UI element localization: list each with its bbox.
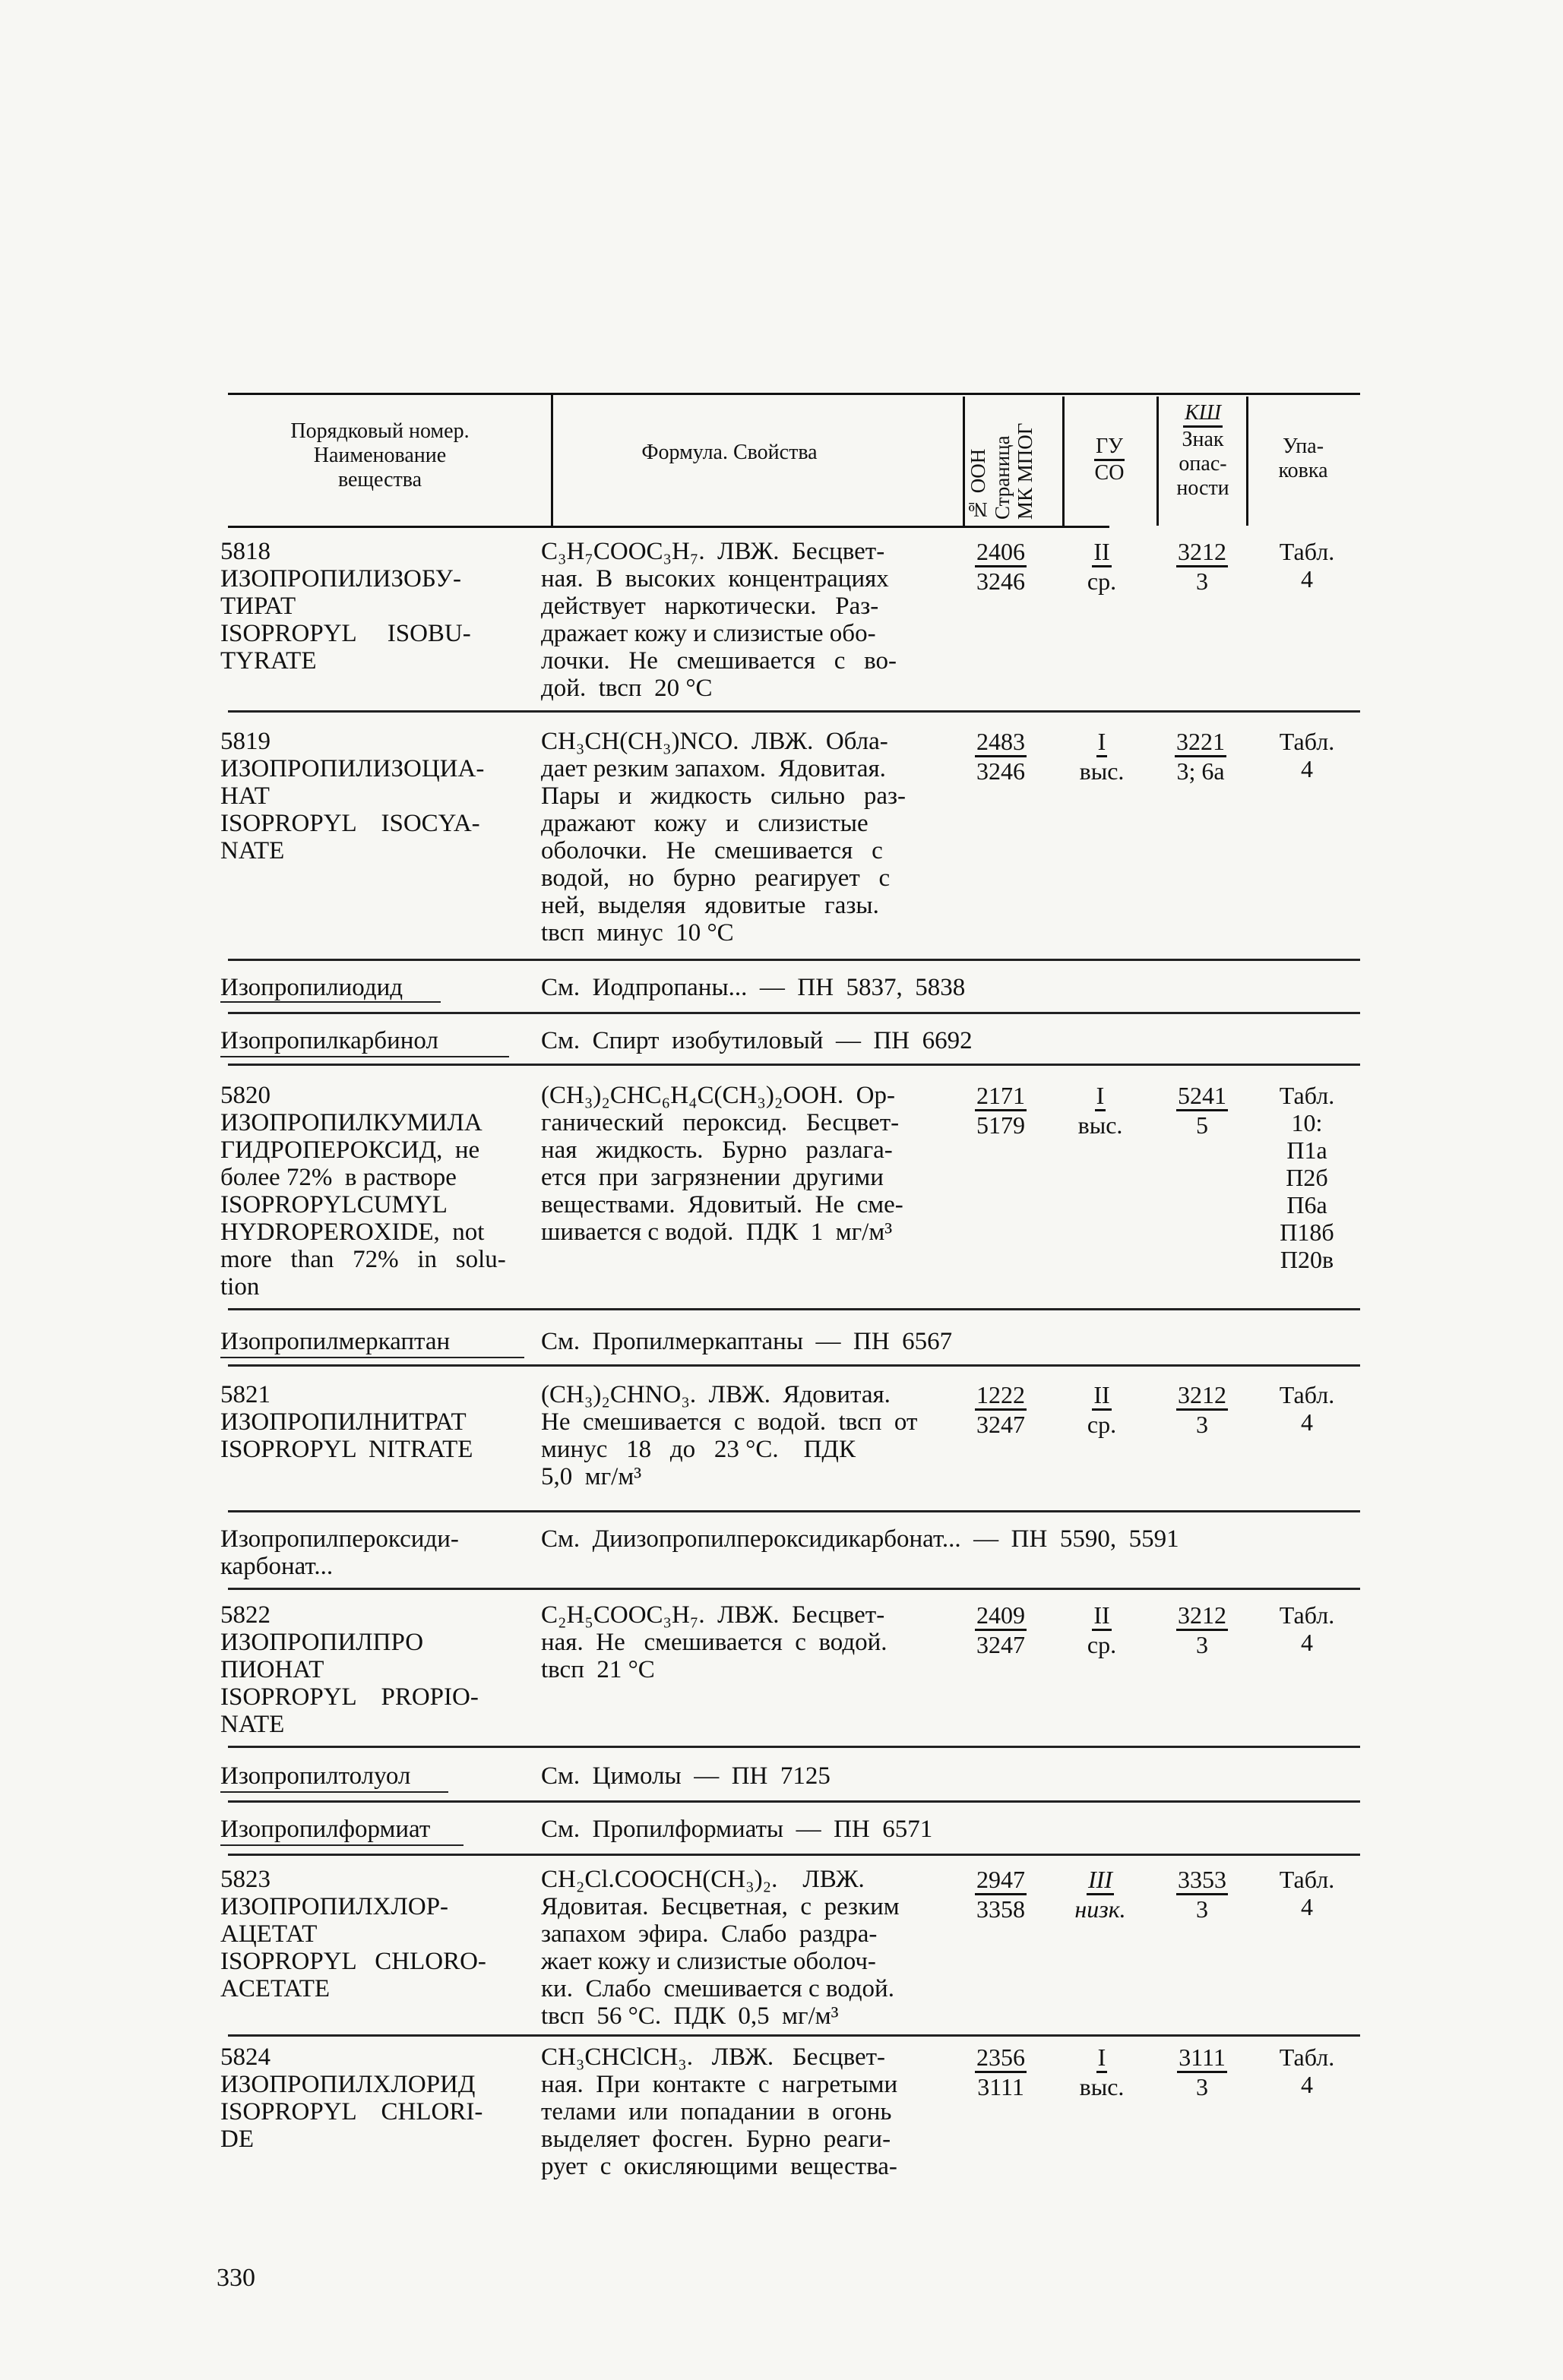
entry-properties: CH₃CHClCH₃. ЛВЖ. Бесцвет- ная. При контакте с нагретыми телами или попадании в огонь выделяет фосген. Бурно реаги- рует с окисляющими вещества-	[541, 2043, 898, 2180]
entry-properties: CH₃CH(CH₃)NCO. ЛВЖ. Обла- дает резким запахом. Ядовитая. Пары и жидкость сильно раз- дражают кожу и слизистые оболочки. Не смешивается с водой, но бурно реагирует с ней, выделяя ядовитые газы. tвсп минус 10 °С	[541, 728, 906, 947]
header-col-gu	[1068, 435, 1151, 485]
hazard-sign: 3	[1196, 1895, 1208, 1923]
co-value: ср.	[1087, 1411, 1117, 1438]
co-value: ср.	[1087, 1631, 1117, 1658]
co-value: выс.	[1079, 757, 1125, 785]
ref-underline	[220, 1001, 441, 1003]
ref-name: Изопропилформиат	[220, 1816, 431, 1843]
table-header	[228, 397, 1360, 526]
un-number: 2406	[975, 538, 1027, 567]
entry-pack: Табл. 4	[1279, 1601, 1335, 1656]
header-sep-4	[1156, 397, 1159, 526]
entry-gu	[1071, 1601, 1132, 1658]
header-col-ksh	[1161, 401, 1245, 501]
un-number: 2171	[975, 1082, 1027, 1111]
entry-name: 5824 ИЗОПРОПИЛХЛОРИД ISOPROPYL CHLORI- DE	[220, 2043, 483, 2153]
entry-ksh	[1156, 1601, 1248, 1658]
page-number: 330	[217, 2264, 255, 2292]
gu-value: III	[1087, 1866, 1114, 1895]
co-value: выс.	[1077, 1111, 1123, 1139]
gu-value: II	[1092, 1381, 1111, 1411]
un-number: 1222	[975, 1381, 1027, 1411]
header-bottom-rule	[228, 526, 1109, 528]
entry-pack: Табл. 4	[1279, 1381, 1335, 1436]
entry-un	[959, 1601, 1043, 1658]
entry-ksh	[1156, 1082, 1248, 1139]
mk-page: 3358	[976, 1895, 1025, 1923]
un-number: 2483	[975, 728, 1027, 757]
entry-properties: (CH₃)₂CHC₆H₄C(CH₃)₂OOH. Ор- ганический пероксид. Бесцвет- ная жидкость. Бурно разлага- ется при загрязнении другими веществами. Ядовитый. Не сме- шивается с водой. ПДК 1 мг/м³	[541, 1082, 903, 1246]
entry-un	[959, 538, 1043, 595]
gu-value: II	[1092, 538, 1111, 567]
entry-gu	[1071, 2043, 1132, 2100]
entry-pack: Табл. 4	[1279, 2043, 1335, 2098]
ref-underline	[220, 1357, 524, 1358]
header-sep-1	[551, 395, 553, 526]
gu-value: I	[1096, 728, 1108, 757]
entry-name: 5820 ИЗОПРОПИЛКУМИЛА ГИДРОПЕРОКСИД, не более 72% в растворе ISOPROPYLCUMYL HYDROPEROXIDE, not more than 72% in solu- tion	[220, 1082, 506, 1301]
entry-name: 5821 ИЗОПРОПИЛНИТРАТ ISOPROPYL NITRATE	[220, 1381, 473, 1463]
ref-target: См. Пропилмеркаптаны — ПН 6567	[541, 1328, 953, 1355]
entry-properties: C₂H₅COOC₃H₇. ЛВЖ. Бесцвет- ная. Не смешивается с водой. tвсп 21 °С	[541, 1601, 887, 1683]
entry-ksh	[1156, 538, 1248, 595]
mk-page: 3111	[977, 2073, 1024, 2100]
un-number: 2409	[975, 1601, 1027, 1631]
entry-un	[959, 1082, 1043, 1139]
ref-target: См. Диизопропилпероксидикарбонат... — ПН 5590, 5591	[541, 1525, 1179, 1553]
un-number: 2947	[975, 1866, 1027, 1895]
row-rule	[228, 1012, 1360, 1014]
row-rule	[228, 1064, 1360, 1066]
ksh-value: 3353	[1176, 1866, 1228, 1895]
header-ksh-den: Знак опас- ности	[1176, 428, 1229, 500]
entry-un	[959, 2043, 1043, 2100]
entry-pack: Табл. 4	[1279, 728, 1335, 782]
gu-value: I	[1095, 1082, 1106, 1111]
row-rule	[228, 1308, 1360, 1310]
row-rule	[228, 1364, 1360, 1367]
entry-ksh	[1147, 728, 1254, 785]
hazard-sign: 3	[1196, 2073, 1208, 2100]
header-col-name: Порядковый номер. Наименование вещества	[290, 419, 470, 491]
ksh-value: 3111	[1177, 2043, 1227, 2073]
ref-target: См. Спирт изобутиловый — ПН 6692	[541, 1027, 973, 1054]
gu-value: II	[1092, 1601, 1111, 1631]
ksh-value: 3212	[1176, 1601, 1228, 1631]
ksh-value: 3212	[1176, 1381, 1228, 1411]
entry-un	[959, 1866, 1043, 1923]
hazard-sign: 3	[1196, 1631, 1208, 1658]
header-col-formula: Формула. Свойства	[641, 441, 818, 464]
entry-name: 5823 ИЗОПРОПИЛХЛОР- АЦЕТАТ ISOPROPYL CHLORO- ACETATE	[220, 1866, 486, 2002]
header-col-pack: Упа- ковка	[1278, 435, 1328, 482]
entry-pack: Табл. 10: П1а П2б П6а П18б П20в	[1279, 1082, 1335, 1273]
row-rule	[228, 1588, 1360, 1590]
entry-gu	[1071, 1381, 1132, 1438]
hazard-sign: 5	[1196, 1111, 1208, 1139]
entry-gu	[1062, 1866, 1138, 1923]
header-gu-den: СО	[1094, 461, 1125, 485]
header-col-un: № ООН	[967, 448, 989, 521]
ref-name: Изопропилтолуол	[220, 1762, 411, 1790]
header-col-mk: Страница МК МПОГ	[991, 422, 1036, 520]
ref-target: См. Пропилформиаты — ПН 6571	[541, 1816, 933, 1843]
entry-name: 5818 ИЗОПРОПИЛИЗОБУ- ТИРАТ ISOPROPYL ISOBU- TYRATE	[220, 538, 471, 675]
row-rule	[228, 710, 1360, 713]
entry-gu	[1062, 1082, 1138, 1139]
hazard-sign: 3	[1196, 1411, 1208, 1438]
co-value: ср.	[1087, 567, 1117, 595]
row-rule	[228, 1510, 1360, 1512]
hazard-sign: 3	[1196, 567, 1208, 595]
ksh-value: 3221	[1175, 728, 1226, 757]
entry-ksh	[1156, 1866, 1248, 1923]
row-rule	[228, 959, 1360, 961]
mk-page: 3246	[976, 567, 1025, 595]
ref-name: Изопропилкарбинол	[220, 1027, 438, 1054]
header-sep-2	[963, 397, 965, 526]
ref-name: Изопропилмеркаптан	[220, 1328, 451, 1355]
entry-un	[959, 728, 1043, 785]
ksh-value: 3212	[1176, 538, 1228, 567]
ref-underline	[220, 1791, 448, 1793]
ksh-value: 5241	[1176, 1082, 1228, 1111]
hazard-sign: 3; 6а	[1176, 757, 1225, 785]
ref-target: См. Иодпропаны... — ПН 5837, 5838	[541, 974, 966, 1001]
mk-page: 3246	[976, 757, 1025, 785]
entry-un	[959, 1381, 1043, 1438]
ref-underline	[220, 1056, 509, 1057]
row-rule	[228, 1854, 1360, 1856]
header-sep-5	[1246, 397, 1248, 526]
entry-properties: (CH₃)₂CHNO₃. ЛВЖ. Ядовитая. Не смешивается с водой. tвсп от минус 18 до 23 °С. ПДК 5,0 мг/м³	[541, 1381, 918, 1490]
mk-page: 5179	[976, 1111, 1025, 1139]
entry-properties: C₃H₇COOC₃H₇. ЛВЖ. Бесцвет- ная. В высоких концентрациях действует наркотически. Раз- дражает кожу и слизистые обо- лочки. Не смешивается с во- дой. tвсп 20 °С	[541, 538, 897, 702]
ref-name: Изопропилпероксиди- карбонат...	[220, 1525, 459, 1580]
entry-pack: Табл. 4	[1279, 1866, 1335, 1920]
header-top-rule	[228, 393, 1360, 395]
entry-pack: Табл. 4	[1279, 538, 1335, 593]
header-ksh-num: КШ	[1183, 401, 1223, 428]
entry-properties: CH₂Cl.COOCH(CH₃)₂. ЛВЖ. Ядовитая. Бесцветная, с резким запахом эфира. Слабо раздра- жает кожу и слизистые оболоч- ки. Слабо смешивается с водой. tвсп 56 °С. ПДК 0,5 мг/м³	[541, 1866, 900, 2030]
header-gu-num: ГУ	[1094, 435, 1125, 461]
co-value: выс.	[1079, 2073, 1125, 2100]
gu-value: I	[1096, 2043, 1108, 2073]
mk-page: 3247	[976, 1411, 1025, 1438]
co-value: низк.	[1074, 1895, 1126, 1923]
header-sep-3	[1062, 397, 1065, 526]
ref-target: См. Цимолы — ПН 7125	[541, 1762, 831, 1790]
entry-gu	[1071, 728, 1132, 785]
un-number: 2356	[975, 2043, 1027, 2073]
entry-name: 5819 ИЗОПРОПИЛИЗОЦИА- НАТ ISOPROPYL ISOCYA- NATE	[220, 728, 485, 864]
row-rule	[228, 1746, 1360, 1748]
row-rule	[228, 1800, 1360, 1803]
row-rule	[228, 2034, 1360, 2037]
entry-ksh	[1156, 2043, 1248, 2100]
entry-gu	[1071, 538, 1132, 595]
ref-name: Изопропилиодид	[220, 974, 403, 1001]
entry-ksh	[1156, 1381, 1248, 1438]
entry-name: 5822 ИЗОПРОПИЛПРО ПИОНАТ ISOPROPYL PROPIO- NATE	[220, 1601, 479, 1738]
mk-page: 3247	[976, 1631, 1025, 1658]
ref-underline	[220, 1844, 464, 1846]
